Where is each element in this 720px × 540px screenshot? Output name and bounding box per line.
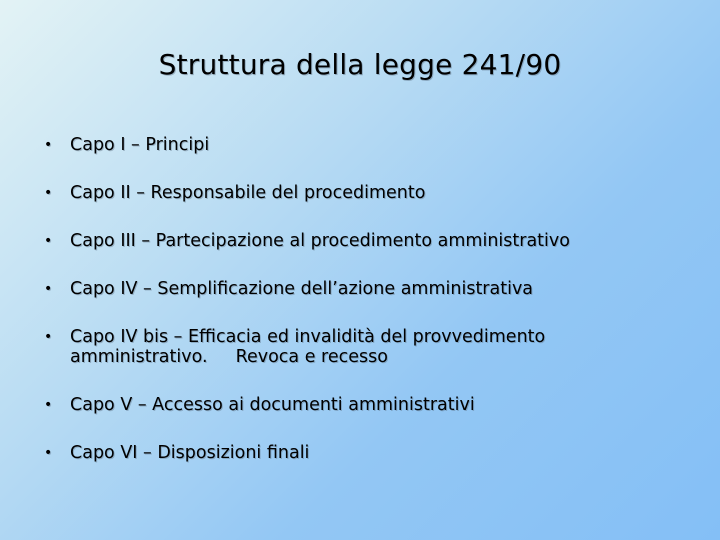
bullet-text: Capo III – Partecipazione al procedimento amministrativo xyxy=(70,231,570,251)
bullet-text: Capo VI – Disposizioni finali xyxy=(70,443,310,463)
bullet-text-line-2 xyxy=(70,347,690,367)
bullet-marker: • xyxy=(44,185,53,201)
bullet-marker: • xyxy=(44,397,53,413)
bullet-marker: • xyxy=(44,329,53,345)
bullet-text-line-2-part-1: amministrativo. xyxy=(70,347,208,367)
bullet-marker: • xyxy=(44,137,53,153)
bullet-text: Capo II – Responsabile del procedimento xyxy=(70,183,426,203)
bullet-marker: • xyxy=(44,281,53,297)
bullet-marker: • xyxy=(44,445,53,461)
bullet-text-line-2-part-2: Revoca e recesso xyxy=(235,347,388,367)
bullet-text xyxy=(70,327,690,367)
bullet-text-line-1: Capo IV bis – Efficacia ed invalidità del provvedimento xyxy=(70,327,546,347)
bullet-marker: • xyxy=(44,233,53,249)
slide-title: Struttura della legge 241/90 xyxy=(158,48,562,81)
bullet-text: Capo V – Accesso ai documenti amministrativi xyxy=(70,395,475,415)
bullet-text: Capo I – Principi xyxy=(70,135,210,155)
bullet-text: Capo IV – Semplificazione dell’azione amministrativa xyxy=(70,279,534,299)
